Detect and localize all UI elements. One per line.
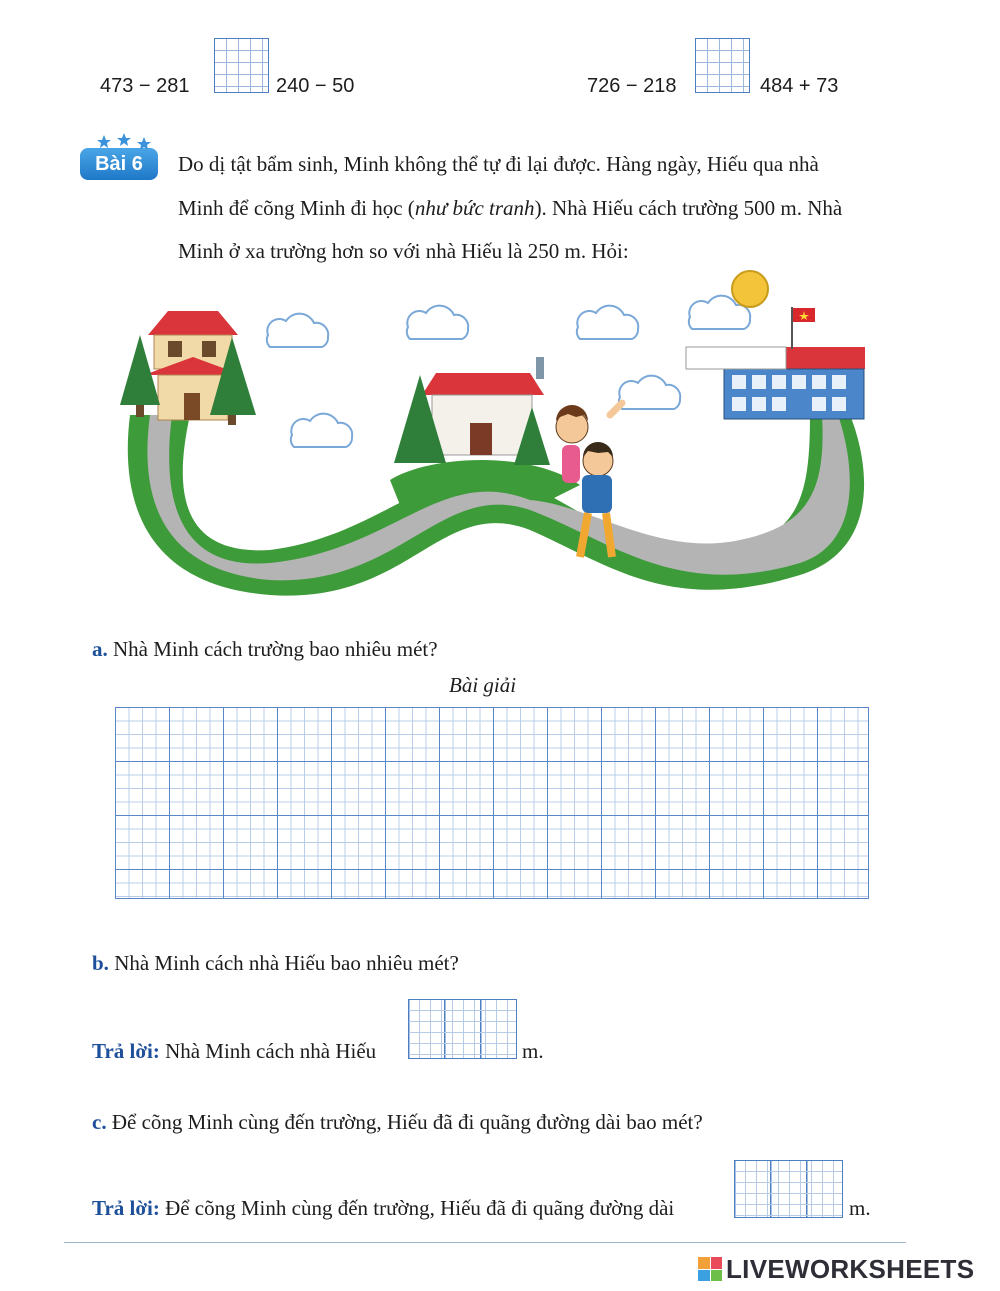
- question-b-label: b.: [92, 951, 109, 975]
- answer-b-label: Trả lời:: [92, 1039, 160, 1063]
- answer-c-unit: m.: [849, 1196, 871, 1220]
- flag-icon: [792, 307, 815, 349]
- answer-b-text: Nhà Minh cách nhà Hiếu: [165, 1039, 377, 1063]
- solution-grid[interactable]: [115, 707, 869, 899]
- exercise-line-2: [178, 194, 842, 222]
- exercise-badge: [80, 148, 158, 180]
- answer-b-line: [92, 1037, 376, 1065]
- liveworksheets-logo-icon: [698, 1257, 722, 1281]
- question-a-text: Nhà Minh cách trường bao nhiêu mét?: [113, 637, 438, 661]
- question-a: [92, 635, 438, 663]
- footer-divider: [64, 1242, 906, 1243]
- school-icon: [686, 347, 865, 419]
- answer-b-unit: m.: [522, 1039, 544, 1063]
- exercise-line-2b: ). Nhà Hiếu cách trường 500 m. Nhà: [534, 196, 843, 220]
- compare-right-expr1: 726 − 218: [587, 75, 677, 97]
- question-c-label: c.: [92, 1110, 107, 1134]
- compare-left-expr2: 240 − 50: [276, 75, 355, 97]
- answer-b-box[interactable]: [408, 999, 517, 1059]
- exercise-line-3: Minh ở xa trường hơn so với nhà Hiếu là 250 m. Hỏi:: [178, 239, 629, 263]
- compare-right-expr2: 484 + 73: [760, 75, 839, 97]
- compare-left-expr1: 473 − 281: [100, 75, 190, 97]
- question-c: [92, 1108, 703, 1136]
- brand-name: LIVEWORKSHEETS: [726, 1253, 975, 1284]
- answer-c-box[interactable]: [734, 1160, 843, 1218]
- road-illustration: [110, 265, 880, 630]
- answer-c-label: Trả lời:: [92, 1196, 160, 1220]
- question-b: [92, 949, 459, 977]
- brand: [698, 1253, 975, 1284]
- answer-c-line: [92, 1194, 674, 1222]
- compare-left-answer-box[interactable]: [214, 38, 269, 93]
- exercise-badge-label: Bài 6: [95, 152, 143, 175]
- stars-icon: [96, 133, 156, 151]
- answer-c-text: Để cõng Minh cùng đến trường, Hiếu đã đi quãng đường dài: [165, 1196, 675, 1220]
- solution-title: Bài giải: [449, 673, 517, 697]
- exercise-line-2a: Minh để cõng Minh đi học (: [178, 196, 415, 220]
- question-a-label: a.: [92, 637, 108, 661]
- exercise-line-1: Do dị tật bẩm sinh, Minh không thể tự đi lại được. Hàng ngày, Hiếu qua nhà: [178, 152, 819, 176]
- compare-right-answer-box[interactable]: [695, 38, 750, 93]
- exercise-line-2-italic: như bức tranh: [414, 196, 535, 220]
- sun-icon: [732, 271, 768, 307]
- question-c-text: Để cõng Minh cùng đến trường, Hiếu đã đi quãng đường dài bao mét?: [111, 1110, 703, 1134]
- question-b-text: Nhà Minh cách nhà Hiếu bao nhiêu mét?: [114, 951, 459, 975]
